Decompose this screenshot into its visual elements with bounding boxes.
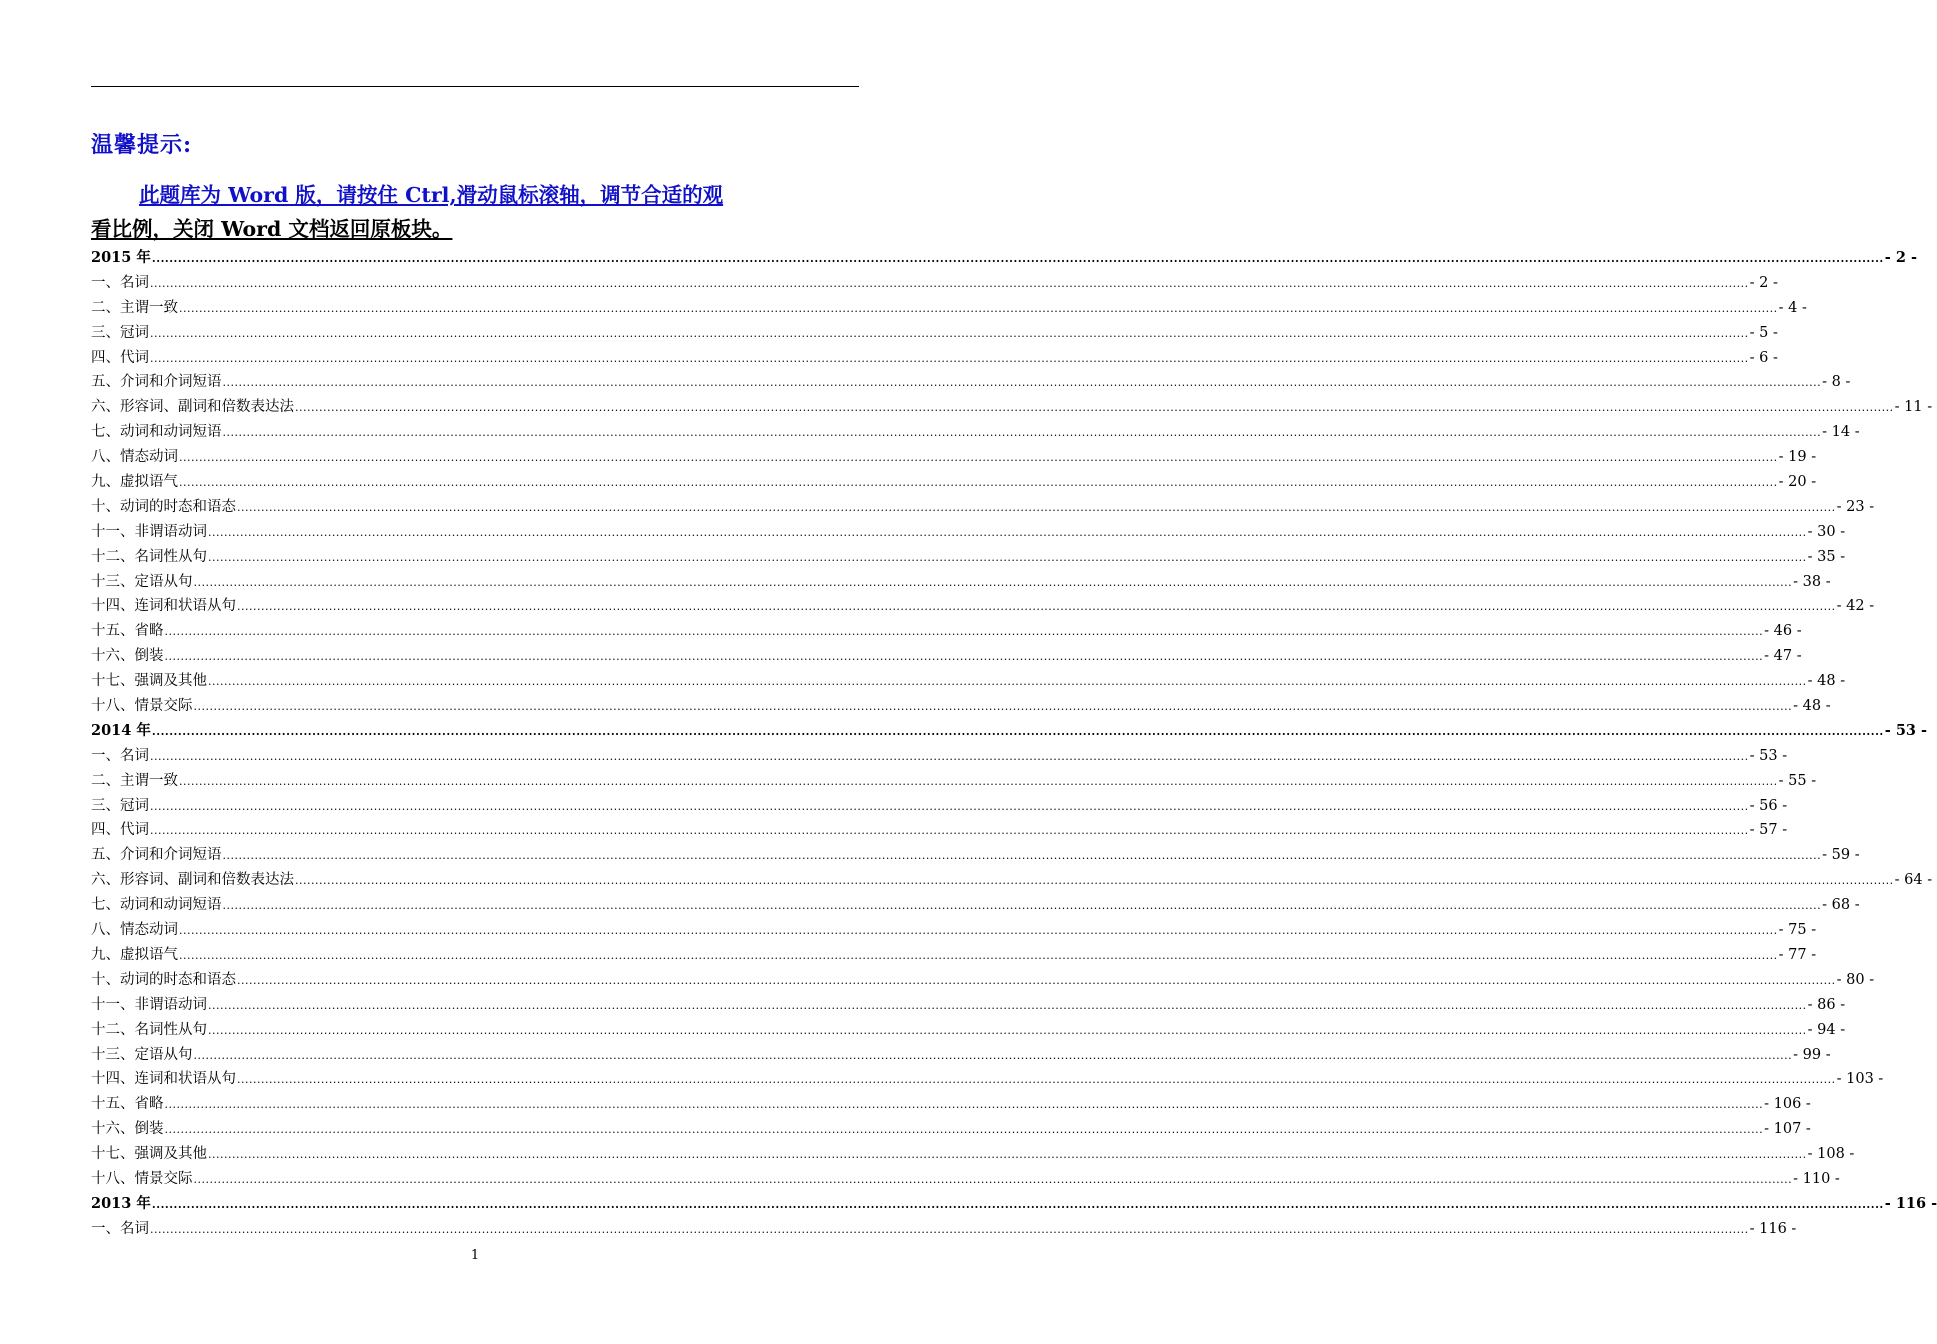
toc-leader-dots: ................................................................................................................................................................................................................................................................................................................................................................................................................ bbox=[151, 724, 1884, 738]
toc-page-number: - 57 - bbox=[1749, 822, 1788, 839]
toc-row[interactable] bbox=[91, 1043, 1831, 1068]
toc-leader-dots: ................................................................................................................................................................................................................................................................................................................................................................................................................ bbox=[179, 301, 1778, 315]
toc-leader-dots: ................................................................................................................................................................................................................................................................................................................................................................................................................ bbox=[150, 351, 1749, 365]
toc-label: 十七、强调及其他 bbox=[91, 1146, 207, 1163]
toc-label: 十七、强调及其他 bbox=[91, 673, 207, 690]
toc-row[interactable] bbox=[91, 694, 1831, 719]
toc-row[interactable] bbox=[91, 943, 1817, 968]
toc-page-number: - 14 - bbox=[1822, 424, 1860, 441]
toc-page-number: - 11 - bbox=[1894, 399, 1933, 416]
toc-leader-dots: ................................................................................................................................................................................................................................................................................................................................................................................................................ bbox=[164, 1098, 1764, 1112]
toc-label: 八、情态动词 bbox=[91, 449, 178, 466]
toc-label: 一、名词 bbox=[91, 1220, 149, 1237]
toc-row[interactable] bbox=[91, 1167, 1840, 1192]
toc-page-number: - 35 - bbox=[1807, 548, 1846, 565]
toc-row[interactable] bbox=[91, 893, 1860, 918]
toc-page-number: - 19 - bbox=[1778, 449, 1817, 466]
toc-row[interactable] bbox=[91, 1217, 1797, 1242]
toc-leader-dots: ................................................................................................................................................................................................................................................................................................................................................................................................................ bbox=[208, 1023, 1807, 1037]
toc-label: 2014 年 bbox=[91, 721, 151, 739]
toc-page-number: - 103 - bbox=[1836, 1071, 1884, 1088]
notice-rest[interactable]: 看比例，关闭 Word 文档返回原板块。 bbox=[91, 217, 453, 241]
toc-heading-row[interactable] bbox=[91, 246, 1917, 271]
page-number: 1 bbox=[470, 1248, 480, 1263]
toc-leader-dots: ................................................................................................................................................................................................................................................................................................................................................................................................................ bbox=[179, 451, 1778, 465]
toc-leader-dots: ................................................................................................................................................................................................................................................................................................................................................................................................................ bbox=[237, 500, 1836, 514]
toc-leader-dots: ................................................................................................................................................................................................................................................................................................................................................................................................................ bbox=[150, 1222, 1749, 1236]
toc-leader-dots: ................................................................................................................................................................................................................................................................................................................................................................................................................ bbox=[150, 824, 1749, 838]
toc-leader-dots: ................................................................................................................................................................................................................................................................................................................................................................................................................ bbox=[208, 675, 1807, 689]
toc-leader-dots: ................................................................................................................................................................................................................................................................................................................................................................................................................ bbox=[150, 326, 1749, 340]
toc-page-number: - 48 - bbox=[1807, 673, 1846, 690]
toc-label: 九、虚拟语气 bbox=[91, 474, 178, 491]
toc-page-number: - 108 - bbox=[1807, 1146, 1855, 1163]
toc-page-number: - 75 - bbox=[1778, 922, 1817, 939]
toc-leader-dots: ................................................................................................................................................................................................................................................................................................................................................................................................................ bbox=[208, 1148, 1807, 1162]
toc-heading-row[interactable] bbox=[91, 1192, 1937, 1217]
toc-page-number: - 53 - bbox=[1884, 721, 1928, 739]
toc-label: 十五、省略 bbox=[91, 623, 164, 640]
toc-leader-dots: ................................................................................................................................................................................................................................................................................................................................................................................................................ bbox=[179, 774, 1778, 788]
toc-page-number: - 107 - bbox=[1764, 1121, 1811, 1138]
toc-heading-row[interactable] bbox=[91, 719, 1928, 744]
toc-row[interactable] bbox=[91, 470, 1817, 495]
toc-page-number: - 48 - bbox=[1793, 698, 1831, 715]
toc-row[interactable] bbox=[91, 346, 1778, 371]
toc-page-number: - 38 - bbox=[1793, 573, 1831, 590]
toc-row[interactable] bbox=[91, 495, 1875, 520]
toc-row[interactable] bbox=[91, 1142, 1855, 1167]
toc-leader-dots: ................................................................................................................................................................................................................................................................................................................................................................................................................ bbox=[164, 650, 1764, 664]
toc-label: 五、介词和介词短语 bbox=[91, 847, 222, 864]
toc-row[interactable] bbox=[91, 545, 1846, 570]
toc-row[interactable] bbox=[91, 395, 1933, 420]
toc-label: 十一、非谓语动词 bbox=[91, 996, 207, 1013]
toc-label: 十一、非谓语动词 bbox=[91, 523, 207, 540]
toc-label: 一、名词 bbox=[91, 274, 149, 291]
toc-leader-dots: ................................................................................................................................................................................................................................................................................................................................................................................................................ bbox=[222, 426, 1822, 440]
toc-leader-dots: ................................................................................................................................................................................................................................................................................................................................................................................................................ bbox=[222, 849, 1822, 863]
toc-label: 2013 年 bbox=[91, 1194, 151, 1212]
toc-row[interactable] bbox=[91, 570, 1831, 595]
toc-label: 七、动词和动词短语 bbox=[91, 424, 222, 441]
toc-page-number: - 20 - bbox=[1778, 474, 1817, 491]
toc-row[interactable] bbox=[91, 445, 1817, 470]
toc-label: 十五、省略 bbox=[91, 1096, 164, 1113]
notice bbox=[91, 178, 859, 246]
toc-page-number: - 77 - bbox=[1778, 946, 1817, 963]
toc-label: 2015 年 bbox=[91, 249, 151, 266]
toc-page-number: - 53 - bbox=[1749, 747, 1788, 764]
toc-label: 七、动词和动词短语 bbox=[91, 897, 222, 914]
toc-row[interactable] bbox=[91, 420, 1860, 445]
toc-row[interactable] bbox=[91, 619, 1802, 644]
toc-leader-dots: ................................................................................................................................................................................................................................................................................................................................................................................................................ bbox=[150, 276, 1749, 290]
toc-leader-dots: ................................................................................................................................................................................................................................................................................................................................................................................................................ bbox=[237, 600, 1836, 614]
toc-leader-dots: ................................................................................................................................................................................................................................................................................................................................................................................................................ bbox=[222, 376, 1822, 390]
toc-label: 十四、连词和状语从句 bbox=[91, 1071, 236, 1088]
toc-leader-dots: ................................................................................................................................................................................................................................................................................................................................................................................................................ bbox=[151, 1197, 1884, 1211]
toc-label: 十六、倒装 bbox=[91, 1121, 164, 1138]
toc-row[interactable] bbox=[91, 321, 1778, 346]
toc-page-number: - 116 - bbox=[1749, 1220, 1797, 1237]
toc-row[interactable] bbox=[91, 918, 1817, 943]
toc-label: 十、动词的时态和语态 bbox=[91, 971, 236, 988]
toc-row[interactable] bbox=[91, 868, 1933, 893]
toc-leader-dots: ................................................................................................................................................................................................................................................................................................................................................................................................................ bbox=[150, 799, 1749, 813]
toc-page-number: - 64 - bbox=[1894, 872, 1933, 889]
toc-leader-dots: ................................................................................................................................................................................................................................................................................................................................................................................................................ bbox=[193, 700, 1793, 714]
toc-leader-dots: ................................................................................................................................................................................................................................................................................................................................................................................................................ bbox=[151, 252, 1884, 265]
toc-row[interactable] bbox=[91, 370, 1851, 395]
toc-leader-dots: ................................................................................................................................................................................................................................................................................................................................................................................................................ bbox=[295, 874, 1894, 888]
toc-page-number: - 2 - bbox=[1884, 249, 1917, 266]
toc-row[interactable] bbox=[91, 794, 1788, 819]
toc-label: 十二、名词性从句 bbox=[91, 548, 207, 565]
toc-page-number: - 2 - bbox=[1749, 274, 1778, 291]
toc-label: 十八、情景交际 bbox=[91, 698, 193, 715]
toc-row[interactable] bbox=[91, 644, 1802, 669]
toc-label: 十四、连词和状语从句 bbox=[91, 598, 236, 615]
toc-leader-dots: ................................................................................................................................................................................................................................................................................................................................................................................................................ bbox=[179, 476, 1778, 490]
toc-page-number: - 23 - bbox=[1836, 498, 1875, 515]
toc-leader-dots: ................................................................................................................................................................................................................................................................................................................................................................................................................ bbox=[237, 973, 1836, 987]
toc-label: 十、动词的时态和语态 bbox=[91, 498, 236, 515]
toc-label: 十八、情景交际 bbox=[91, 1170, 193, 1187]
toc-label: 九、虚拟语气 bbox=[91, 946, 178, 963]
toc-row[interactable] bbox=[91, 1117, 1811, 1142]
toc-page-number: - 30 - bbox=[1807, 523, 1846, 540]
toc-leader-dots: ................................................................................................................................................................................................................................................................................................................................................................................................................ bbox=[237, 1073, 1836, 1087]
toc-leader-dots: ................................................................................................................................................................................................................................................................................................................................................................................................................ bbox=[208, 998, 1807, 1012]
toc-row[interactable] bbox=[91, 594, 1875, 619]
toc-page-number: - 86 - bbox=[1807, 996, 1846, 1013]
toc-leader-dots: ................................................................................................................................................................................................................................................................................................................................................................................................................ bbox=[193, 1172, 1793, 1186]
toc-leader-dots: ................................................................................................................................................................................................................................................................................................................................................................................................................ bbox=[295, 401, 1894, 415]
toc-page-number: - 68 - bbox=[1822, 897, 1860, 914]
toc-page-number: - 94 - bbox=[1807, 1021, 1846, 1038]
toc-page-number: - 42 - bbox=[1836, 598, 1875, 615]
toc-label: 二、主谓一致 bbox=[91, 772, 178, 789]
toc-label: 十二、名词性从句 bbox=[91, 1021, 207, 1038]
toc-leader-dots: ................................................................................................................................................................................................................................................................................................................................................................................................................ bbox=[164, 625, 1764, 639]
toc-row[interactable] bbox=[91, 669, 1846, 694]
toc-page-number: - 55 - bbox=[1778, 772, 1817, 789]
toc-label: 十三、定语从句 bbox=[91, 1046, 193, 1063]
toc-page-number: - 6 - bbox=[1749, 349, 1778, 366]
toc-leader-dots: ................................................................................................................................................................................................................................................................................................................................................................................................................ bbox=[179, 924, 1778, 938]
toc-row[interactable] bbox=[91, 1092, 1811, 1117]
toc-row[interactable] bbox=[91, 968, 1875, 993]
notice-link[interactable]: 此题库为 Word 版，请按住 Ctrl,滑动鼠标滚轴，调节合适的观 bbox=[139, 183, 724, 207]
toc-leader-dots: ................................................................................................................................................................................................................................................................................................................................................................................................................ bbox=[150, 749, 1749, 763]
toc-row[interactable] bbox=[91, 993, 1846, 1018]
toc-leader-dots: ................................................................................................................................................................................................................................................................................................................................................................................................................ bbox=[208, 550, 1807, 564]
toc-label: 十三、定语从句 bbox=[91, 573, 193, 590]
toc-label: 三、冠词 bbox=[91, 324, 149, 341]
toc-row[interactable] bbox=[91, 818, 1788, 843]
header-rule bbox=[91, 86, 859, 87]
toc-row[interactable] bbox=[91, 520, 1846, 545]
toc-page-number: - 56 - bbox=[1749, 797, 1788, 814]
toc-label: 四、代词 bbox=[91, 349, 149, 366]
table-of-contents bbox=[91, 246, 1937, 1242]
toc-leader-dots: ................................................................................................................................................................................................................................................................................................................................................................................................................ bbox=[208, 525, 1807, 539]
toc-label: 八、情态动词 bbox=[91, 922, 178, 939]
toc-page-number: - 110 - bbox=[1793, 1170, 1840, 1187]
toc-label: 六、形容词、副词和倍数表达法 bbox=[91, 399, 294, 416]
toc-page-number: - 99 - bbox=[1793, 1046, 1831, 1063]
toc-row[interactable] bbox=[91, 744, 1788, 769]
toc-page-number: - 47 - bbox=[1764, 648, 1802, 665]
toc-leader-dots: ................................................................................................................................................................................................................................................................................................................................................................................................................ bbox=[193, 575, 1793, 589]
toc-row[interactable] bbox=[91, 271, 1778, 296]
toc-leader-dots: ................................................................................................................................................................................................................................................................................................................................................................................................................ bbox=[193, 1048, 1793, 1062]
toc-row[interactable] bbox=[91, 296, 1807, 321]
toc-leader-dots: ................................................................................................................................................................................................................................................................................................................................................................................................................ bbox=[164, 1123, 1764, 1137]
toc-page-number: - 8 - bbox=[1822, 374, 1851, 391]
toc-label: 一、名词 bbox=[91, 747, 149, 764]
toc-label: 十六、倒装 bbox=[91, 648, 164, 665]
toc-page-number: - 4 - bbox=[1778, 299, 1807, 316]
toc-page-number: - 46 - bbox=[1764, 623, 1802, 640]
toc-page-number: - 5 - bbox=[1749, 324, 1778, 341]
toc-page-number: - 59 - bbox=[1822, 847, 1860, 864]
toc-page-number: - 116 - bbox=[1884, 1194, 1937, 1212]
toc-leader-dots: ................................................................................................................................................................................................................................................................................................................................................................................................................ bbox=[179, 948, 1778, 962]
toc-row[interactable] bbox=[91, 1018, 1846, 1043]
toc-label: 四、代词 bbox=[91, 822, 149, 839]
toc-leader-dots: ................................................................................................................................................................................................................................................................................................................................................................................................................ bbox=[222, 899, 1822, 913]
toc-page-number: - 106 - bbox=[1764, 1096, 1811, 1113]
toc-label: 二、主谓一致 bbox=[91, 299, 178, 316]
toc-row[interactable] bbox=[91, 769, 1817, 794]
toc-label: 六、形容词、副词和倍数表达法 bbox=[91, 872, 294, 889]
toc-page-number: - 80 - bbox=[1836, 971, 1875, 988]
toc-label: 五、介词和介词短语 bbox=[91, 374, 222, 391]
toc-row[interactable] bbox=[91, 843, 1860, 868]
tip-title: 温馨提示: bbox=[91, 132, 193, 158]
toc-label: 三、冠词 bbox=[91, 797, 149, 814]
toc-row[interactable] bbox=[91, 1067, 1884, 1092]
